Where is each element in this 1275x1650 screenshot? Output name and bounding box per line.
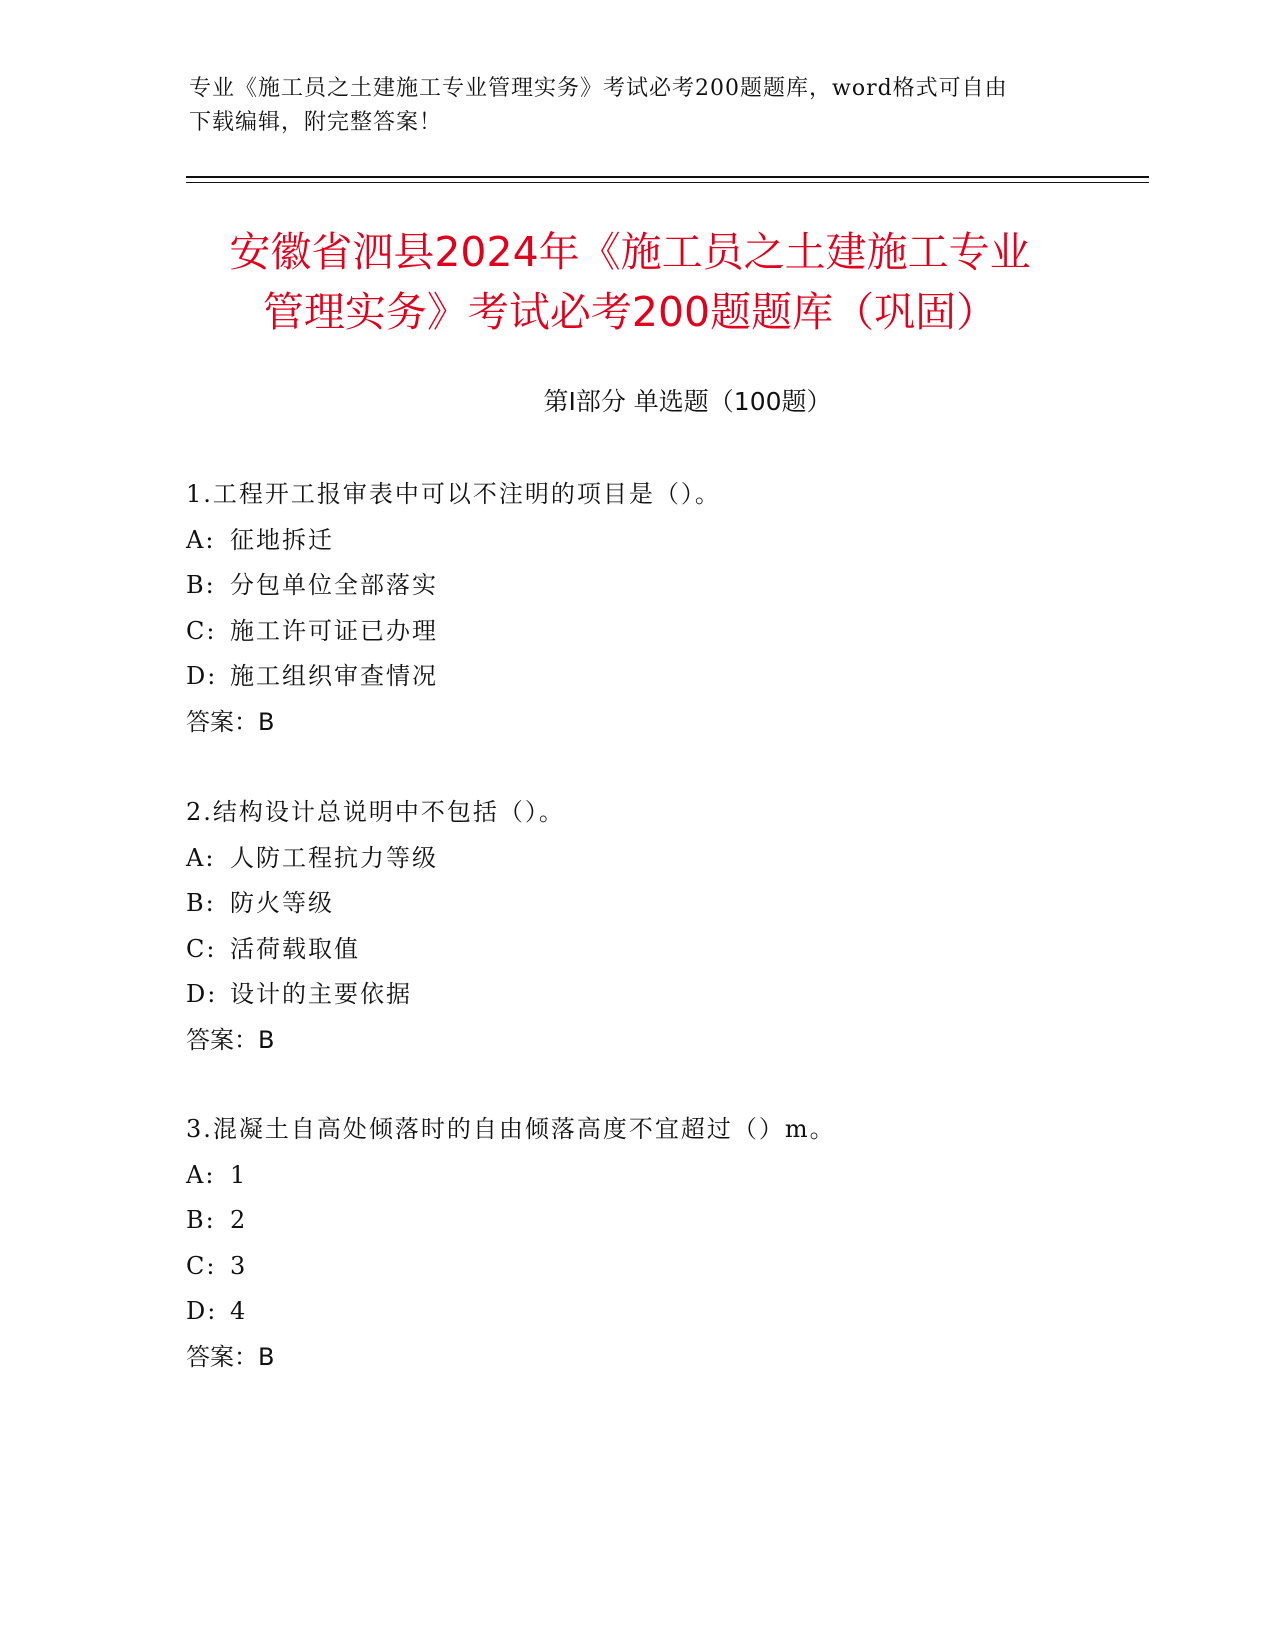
option-letter: A: bbox=[186, 525, 216, 554]
option-letter: A: bbox=[186, 843, 216, 872]
option-letter: C: bbox=[186, 616, 217, 645]
answer-line: 答案：B bbox=[186, 707, 275, 736]
question-3 bbox=[186, 1107, 1086, 1380]
option-letter: D: bbox=[186, 1297, 218, 1325]
option-letter: B: bbox=[186, 889, 216, 917]
header-note bbox=[189, 72, 1089, 140]
option-text: 1 bbox=[230, 1160, 248, 1189]
answer-line: 答案：B bbox=[186, 1025, 275, 1054]
document-title-line-1: 安徽省泗县2024年《施工员之土建施工专业 bbox=[229, 228, 1031, 276]
document-title-line-2: 管理实务》考试必考200题题库（巩固） bbox=[262, 288, 998, 336]
option-text: 人防工程抗力等级 bbox=[230, 843, 438, 872]
header-note-line-1: 专业《施工员之土建施工专业管理实务》考试必考200题题库，word格式可自由 bbox=[189, 76, 1008, 101]
option-b bbox=[186, 1198, 1086, 1244]
section-heading: 第Ⅰ部分 单选题（100题） bbox=[543, 387, 832, 416]
header-divider-thin bbox=[186, 182, 1149, 183]
option-text: 3 bbox=[230, 1251, 248, 1280]
option-text: 防火等级 bbox=[230, 889, 334, 917]
option-text: 设计的主要依据 bbox=[230, 980, 412, 1008]
option-c bbox=[186, 927, 1086, 973]
option-a bbox=[186, 518, 1086, 564]
option-b bbox=[186, 881, 1086, 927]
option-letter: B: bbox=[186, 1206, 216, 1234]
option-c bbox=[186, 609, 1086, 655]
option-d bbox=[186, 972, 1086, 1018]
option-b bbox=[186, 563, 1086, 609]
option-text: 施工许可证已办理 bbox=[230, 616, 438, 645]
option-letter: D: bbox=[186, 662, 218, 690]
option-c bbox=[186, 1244, 1086, 1290]
document-title bbox=[170, 222, 1090, 342]
question-1 bbox=[186, 472, 1086, 745]
option-text: 活荷载取值 bbox=[230, 934, 360, 963]
option-a bbox=[186, 836, 1086, 882]
header-note-line-2: 下载编辑，附完整答案！ bbox=[189, 110, 443, 135]
option-d bbox=[186, 1289, 1086, 1335]
header-divider-thick bbox=[186, 176, 1149, 178]
option-a bbox=[186, 1153, 1086, 1199]
option-letter: A: bbox=[186, 1160, 216, 1189]
option-d bbox=[186, 654, 1086, 700]
option-text: 4 bbox=[230, 1297, 248, 1325]
option-letter: D: bbox=[186, 980, 218, 1008]
option-text: 2 bbox=[230, 1206, 248, 1234]
option-text: 施工组织审查情况 bbox=[230, 662, 438, 690]
option-letter: B: bbox=[186, 571, 216, 599]
question-stem: 2.结构设计总说明中不包括（）。 bbox=[186, 798, 565, 826]
question-2 bbox=[186, 790, 1086, 1063]
option-text: 征地拆迁 bbox=[230, 525, 334, 554]
option-text: 分包单位全部落实 bbox=[230, 571, 438, 599]
question-stem: 1.工程开工报审表中可以不注明的项目是（）。 bbox=[186, 480, 721, 508]
question-stem: 3.混凝土自高处倾落时的自由倾落高度不宜超过（）m。 bbox=[186, 1115, 836, 1143]
option-letter: C: bbox=[186, 934, 217, 963]
option-letter: C: bbox=[186, 1251, 217, 1280]
answer-line: 答案：B bbox=[186, 1342, 275, 1371]
